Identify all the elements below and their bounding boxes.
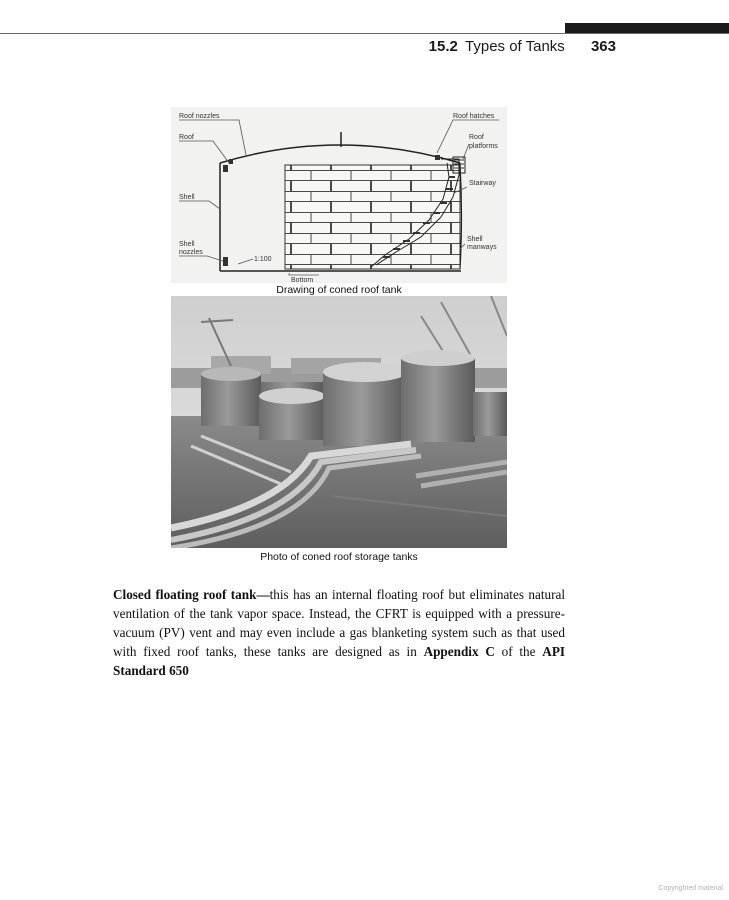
paragraph-text-1: this has an internal floating roof but eliminates natural ventilation of the tank vapor space. Instead, the CFRT is equipped with a pressure-vacuum (PV) vent and may even include a gas blanketing system such as that used with fixed roof tanks, these tanks are designed as in [113,587,565,659]
label-shell-nozzles-2: nozzles [179,249,203,256]
label-shell-nozzles-1: Shell [179,241,195,248]
label-roof-platforms-2: platforms [469,143,498,150]
label-roof-hatches: Roof hatches [453,113,495,120]
coned-roof-tank-drawing [171,107,507,283]
label-roof-nozzles: Roof nozzles [179,113,220,120]
running-head [429,38,616,55]
tanks-photo-svg [171,296,507,548]
label-slope: 1:100 [254,256,272,263]
term-closed-floating-roof-tank: Closed floating roof tank [113,587,257,602]
label-shell-manways-2: manways [467,244,497,251]
page-number: 363 [590,38,616,55]
body-paragraph [113,585,565,680]
copyright-note: Copyrighted material [658,885,723,892]
coned-roof-tanks-photo [171,296,507,548]
photo-caption: Photo of coned roof storage tanks [260,551,418,563]
label-roof: Roof [179,134,194,141]
appendix-ref: Appendix C [423,644,495,659]
paragraph-text-2: of the [494,644,543,659]
term-dash: — [256,587,270,602]
standard-ref: API Standard 650 [113,644,566,678]
header-rule [0,33,729,34]
section-title: Types of Tanks [465,38,565,55]
shell-plates [285,165,460,269]
section-number: 15.2 [428,38,458,55]
label-roof-platforms-1: Roof [469,134,484,141]
drawing-caption: Drawing of coned roof tank [276,284,402,296]
label-shell: Shell [179,194,195,201]
label-shell-manways-1: Shell [467,236,483,243]
label-bottom: Bottom [291,277,314,283]
label-stairway: Stairway [469,180,496,187]
coned-roof [220,145,460,163]
tank-drawing-svg [171,107,507,283]
